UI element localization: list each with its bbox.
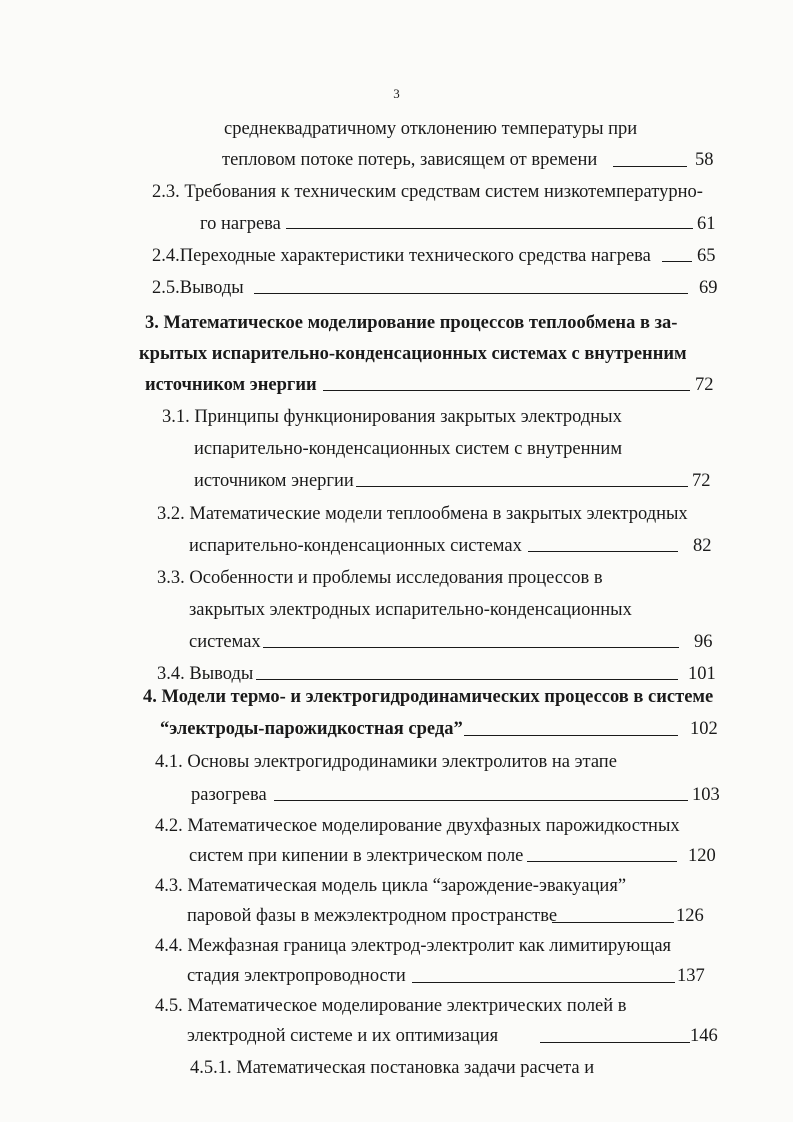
toc-line: тепловом потоке потерь, зависящем от времени [222, 150, 598, 170]
toc-page-number: 101 [688, 664, 716, 684]
toc-entry-4-4: 4.4. Межфазная граница электрод-электролит как лимитирующая [155, 936, 672, 956]
toc-page-number: 72 [692, 471, 711, 491]
toc-leader [528, 551, 678, 552]
toc-entry-4-2: 4.2. Математическое моделирование двухфазных парожидкостных [155, 816, 680, 836]
toc-leader [613, 166, 687, 167]
toc-page-number: 137 [677, 966, 705, 986]
toc-leader [256, 679, 678, 680]
toc-leader [263, 647, 679, 648]
toc-chapter-4: 4. Модели термо- и электрогидродинамических процессов в системе [143, 687, 714, 707]
toc-entry-2-3: 2.3. Требования к техническим средствам систем низкотемпературно- [152, 182, 703, 202]
toc-chapter-line: “электроды-парожидкостная среда” [160, 719, 463, 739]
toc-line: разогрева [191, 785, 267, 805]
toc-page-number: 103 [692, 785, 720, 805]
toc-line: стадия электропроводности [187, 966, 406, 986]
toc-line: электродной системе и их оптимизация [187, 1026, 499, 1046]
toc-line: источником энергии [194, 471, 354, 491]
toc-line: системах [189, 632, 261, 652]
toc-page-number: 58 [695, 150, 714, 170]
toc-line: среднеквадратичному отклонению температуры при [224, 119, 638, 139]
toc-chapter-line: источником энергии [145, 375, 317, 395]
toc-page-number: 146 [690, 1026, 718, 1046]
toc-entry-2-5: 2.5.Выводы [152, 278, 244, 298]
toc-line: паровой фазы в межэлектродном пространстве [187, 906, 558, 926]
toc-page-number: 72 [695, 375, 714, 395]
toc-entry-3-2: 3.2. Математические модели теплообмена в закрытых электродных [157, 504, 688, 524]
toc-line: систем при кипении в электрическом поле [189, 846, 524, 866]
toc-leader [540, 1042, 690, 1043]
toc-page-number: 126 [676, 906, 704, 926]
toc-leader [323, 390, 690, 391]
toc-page-number: 69 [699, 278, 718, 298]
toc-leader [286, 228, 693, 229]
toc-page-number: 82 [693, 536, 712, 556]
toc-entry-3-1: 3.1. Принципы функционирования закрытых электродных [162, 407, 622, 427]
toc-chapter-3: 3. Математическое моделирование процессов теплообмена в за- [145, 313, 678, 333]
toc-leader [662, 261, 692, 262]
toc-leader [527, 861, 677, 862]
toc-entry-4-3: 4.3. Математическая модель цикла “зарождение-эвакуация” [155, 876, 627, 896]
toc-page-number: 96 [694, 632, 713, 652]
toc-line: го нагрева [200, 214, 281, 234]
toc-leader [254, 293, 688, 294]
toc-leader [356, 486, 688, 487]
page-number: 3 [393, 86, 400, 101]
toc-line: испарительно-конденсационных систем с внутренним [194, 439, 623, 459]
toc-entry-3-3: 3.3. Особенности и проблемы исследования процессов в [157, 568, 603, 588]
toc-entry-4-5: 4.5. Математическое моделирование электрических полей в [155, 996, 627, 1016]
toc-line: испарительно-конденсационных системах [189, 536, 522, 556]
toc-leader [552, 922, 674, 923]
toc-chapter-line: крытых испарительно-конденсационных системах с внутренним [139, 344, 687, 364]
toc-leader [464, 735, 678, 736]
toc-entry-4-5-1: 4.5.1. Математическая постановка задачи расчета и [190, 1058, 595, 1078]
toc-line: закрытых электродных испарительно-конденсационных [189, 600, 632, 620]
toc-page-number: 65 [697, 246, 716, 266]
toc-entry-4-1: 4.1. Основы электрогидродинамики электролитов на этапе [155, 752, 617, 772]
toc-page-number: 61 [697, 214, 716, 234]
toc-entry-3-4: 3.4. Выводы [157, 664, 254, 684]
toc-leader [274, 800, 688, 801]
toc-page-number: 120 [688, 846, 716, 866]
toc-leader [412, 982, 675, 983]
toc-page-number: 102 [690, 719, 718, 739]
toc-entry-2-4: 2.4.Переходные характеристики технического средства нагрева [152, 246, 651, 266]
